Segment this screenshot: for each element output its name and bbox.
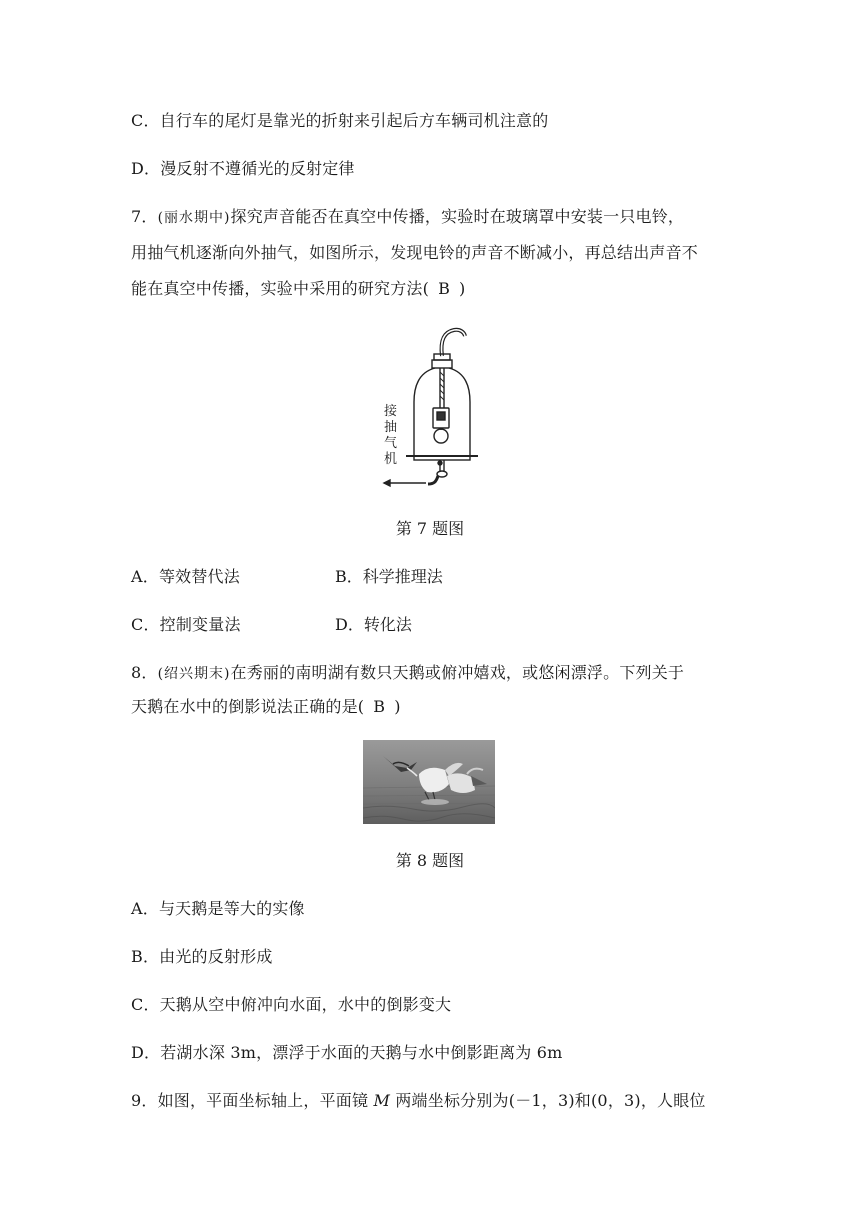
- q8-number: 8．: [131, 663, 158, 682]
- q7-figure-caption: 第 7 题图: [395, 519, 465, 538]
- q7-stem-line3: [131, 279, 466, 299]
- q9-stem-suffix: 两端坐标分别为(－1，3)和(0，3)，人眼位: [390, 1091, 706, 1110]
- q8-option-d: D．若湖水深 3m，漂浮于水面的天鹅与水中倒影距离为 6m: [131, 1043, 563, 1062]
- q7-option-d: D．转化法: [335, 615, 412, 634]
- q8-stem-text1: 在秀丽的南明湖有数只天鹅或俯冲嬉戏，或悠闲漂浮。下列关于: [230, 663, 685, 682]
- q8-stem-line2: [131, 697, 401, 717]
- q7-option-c: C．控制变量法: [131, 615, 241, 634]
- bell-jar-label-char-3: 气: [384, 436, 398, 451]
- q6-option-d: D．漫反射不遵循光的反射定律: [131, 159, 355, 178]
- q7-answer: B: [438, 279, 451, 298]
- bell-jar-label-char-2: 抽: [384, 420, 398, 435]
- q8-option-b: B．由光的反射形成: [131, 947, 273, 966]
- q7-stem-line1: [131, 207, 684, 228]
- q7-paren-close: ): [459, 279, 466, 298]
- q8-option-c: C．天鹅从空中俯冲向水面，水中的倒影变大: [131, 995, 452, 1014]
- q7-source-tag: (丽水期中): [157, 210, 231, 226]
- bell-jar-label: [384, 404, 400, 468]
- swans-photo: [363, 740, 495, 824]
- q9-stem-line1: [131, 1091, 706, 1111]
- bell-jar-label-char-1: 接: [384, 404, 398, 419]
- q7-stem-text3: 能在真空中传播，实验中采用的研究方法(: [131, 279, 430, 298]
- bell-jar-label-char-4: 机: [384, 452, 398, 467]
- q9-mirror-variable: M: [373, 1091, 391, 1110]
- q8-stem-line1: [131, 663, 684, 684]
- q7-option-a: A．等效替代法: [131, 567, 240, 586]
- q6-option-c: C．自行车的尾灯是靠光的折射来引起后方车辆司机注意的: [131, 111, 549, 130]
- q8-stem-text2: 天鹅在水中的倒影说法正确的是(: [131, 697, 365, 716]
- q7-stem-line2: 用抽气机逐渐向外抽气，如图所示，发现电铃的声音不断减小，再总结出声音不: [131, 243, 699, 262]
- q7-stem-text1: 探究声音能否在真空中传播，实验时在玻璃罩中安装一只电铃，: [230, 207, 685, 226]
- q7-number: 7．: [131, 207, 158, 226]
- q8-source-tag: (绍兴期末): [157, 666, 231, 682]
- q7-option-b: B．科学推理法: [335, 567, 443, 586]
- q8-option-a: A．与天鹅是等大的实像: [131, 899, 305, 918]
- q9-stem-prefix: 9．如图，平面坐标轴上，平面镜: [131, 1091, 374, 1110]
- q8-answer: B: [373, 697, 386, 716]
- q8-paren-close: ): [394, 697, 401, 716]
- q8-figure-caption: 第 8 题图: [395, 851, 465, 870]
